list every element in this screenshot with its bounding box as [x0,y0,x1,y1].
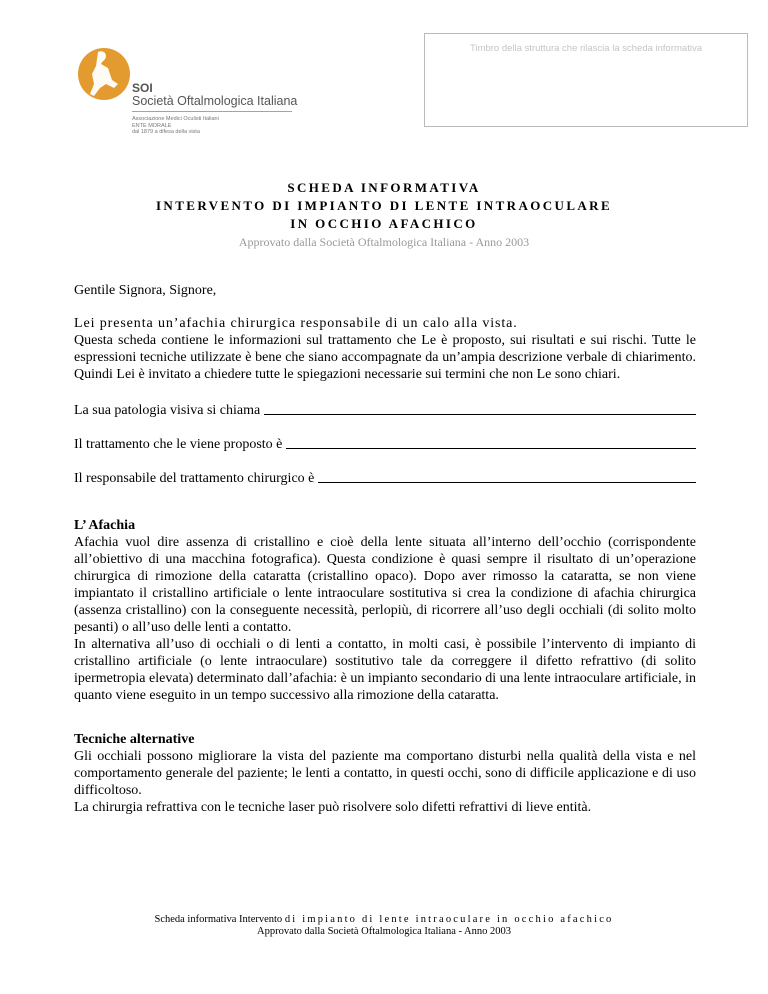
stamp-label: Timbro della struttura che rilascia la scheda informativa [470,43,702,54]
field-treatment [74,436,696,453]
title-line-3: IN OCCHIO AFACHICO [290,216,478,231]
soi-logo [78,44,318,134]
section-alternative-para-2: La chirurgia refrattiva con le tecniche laser può risolvere solo difetti refrattivi di lieve entità. [74,800,592,815]
logo-sub2: ENTE MORALE [132,122,172,129]
footer [0,914,768,938]
field-treatment-blank[interactable] [286,436,696,449]
logo-sub3: dal 1879 a difesa della vista [132,129,200,135]
footer-line-2: Approvato dalla Società Oftalmologica Italiana - Anno 2003 [257,926,511,937]
intro-paragraph: Questa scheda contiene le informazioni sul trattamento che Le è proposto, sui risultati e sui rischi. Tutte le espressioni tecniche utilizzate è bene che siano accompagnate da un’ampia descrizione verbale di chiarimento. Quindi Lei è invitato a chiedere tutte le spiegazioni necessarie sui termini che non Le sono chiari. [74,333,696,382]
stamp-box [424,33,748,127]
field-pathology-blank[interactable] [264,402,696,415]
title-line-2: INTERVENTO DI IMPIANTO DI LENTE INTRAOCULARE [155,198,613,213]
field-pathology [74,402,696,419]
field-responsible [74,470,696,487]
footer-line-1 [0,914,768,926]
footer-part-1: Scheda informativa Intervento [154,914,283,925]
title-line-1: SCHEDA INFORMATIVA [287,180,481,195]
field-pathology-label: La sua patologia visiva si chiama [74,403,261,418]
logo-name: Società Oftalmologica Italiana [132,94,298,108]
field-treatment-label: Il trattamento che le viene proposto è [74,437,283,452]
section-alternative [74,731,696,816]
section-alternative-para-1: Gli occhiali possono migliorare la vista del paziente ma comportano disturbi nella qualità della vista e nel comportamento generale del paziente; le lenti a contatto, in questi occhi, sono di difficile applicazione e di uso difficoltoso. [74,749,696,798]
intro-line: Lei presenta un’afachia chirurgica responsabile di un calo alla vista. [74,316,518,331]
logo-rule [132,111,292,112]
logo-abbr: SOI [132,81,153,95]
section-afachia [74,517,696,704]
section-alternative-heading: Tecniche alternative [74,732,195,747]
field-responsible-blank[interactable] [318,470,696,483]
field-responsible-label: Il responsabile del trattamento chirurgico è [74,471,315,486]
footer-part-2: di impianto di lente intraoculare in occhio afachico [284,914,614,925]
logo-emblem-icon [78,44,130,104]
section-afachia-heading: L’ Afachia [74,518,136,533]
approval-note: Approvato dalla Società Oftalmologica Italiana - Anno 2003 [238,235,530,249]
greeting: Gentile Signora, Signore, [74,283,217,298]
section-afachia-para-2: In alternativa all’uso di occhiali o di lenti a contatto, in molti casi, è possibile l’intervento di impianto di cristallino artificiale (o lente intraoculare) sostitutivo tale da correggere il difetto refrattivo (di solito ipermetropia elevata) determinato dall’afachia: è un impianto secondario di una lente intraoculare artificiale, in quanto viene eseguito in un tempo successivo alla rimozione della cataratta. [74,637,696,703]
logo-sub1: Associazione Medici Oculisti Italiani [132,116,219,122]
section-afachia-para-1: Afachia vuol dire assenza di cristallino e cioè della lente situata all’interno dell’occhio (corrispondente all’obiettivo di una macchina fotografica). Questa condizione è quasi sempre il risultato di un’operazione chirurgica di rimozione della cataratta (cristallino opaco). Dopo aver rimosso la cataratta, se non viene impiantato il cristallino artificiale o lente intraoculare sostitutiva si crea la condizione di afachia chirurgica (assenza cristallino) con la conseguente necessità, perlopiù, di ricorrere all’uso degli occhiali (di solito molto pesanti) o all’uso delle lenti a contatto. [74,535,696,635]
